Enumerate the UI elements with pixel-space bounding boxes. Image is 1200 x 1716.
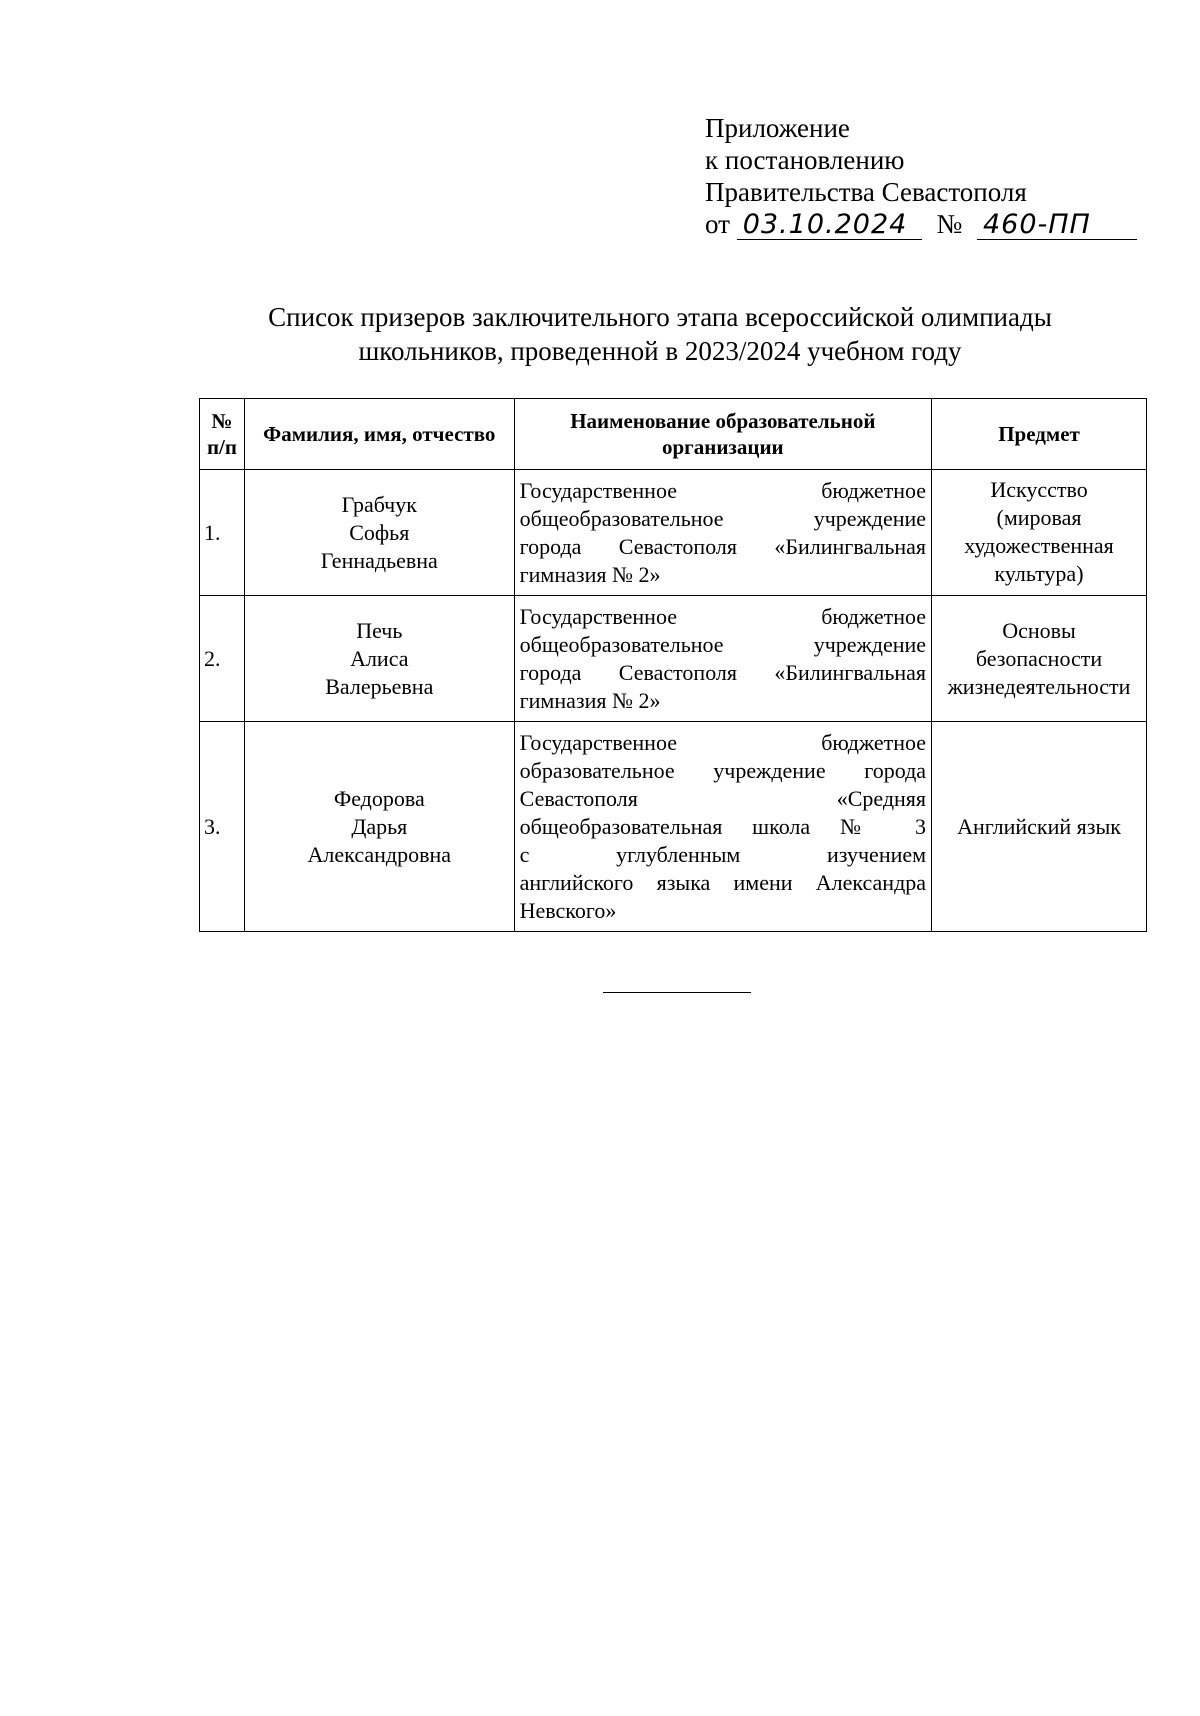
given-name: Софья: [349, 519, 410, 545]
header-number-line-1: №: [211, 409, 233, 433]
appendix-date-number-line: [705, 208, 1137, 240]
organization-line: Государственное бюджетное: [519, 603, 927, 629]
subject-line: художественная: [964, 533, 1114, 558]
header-organization: [514, 399, 931, 470]
organization-line: Севастополя «Средняя: [519, 785, 927, 811]
row-subject: [932, 470, 1147, 596]
header-organization-line-2: организации: [662, 435, 784, 459]
date-prefix: от: [705, 209, 730, 239]
surname: Федорова: [333, 785, 425, 811]
subject-line: Английский язык: [957, 813, 1121, 839]
header-fio: Фамилия, имя, отчество: [244, 399, 514, 470]
table-row: [200, 596, 1147, 722]
row-fio: [244, 470, 514, 596]
organization-line: общеобразовательное учреждение: [519, 631, 927, 657]
organization-line: Государственное бюджетное: [519, 477, 927, 503]
row-fio: [244, 596, 514, 722]
number-prefix: №: [936, 209, 963, 239]
subject-line: безопасности: [975, 645, 1103, 671]
appendix-title: Приложение: [705, 113, 850, 143]
subject-line: культура): [994, 561, 1084, 586]
subject-line: жизнедеятельности: [947, 673, 1131, 699]
organization-line: общеобразовательное учреждение: [519, 505, 927, 531]
row-subject: [932, 722, 1147, 932]
title-line-2: школьников, проведенной в 2023/2024 учебном году: [358, 336, 962, 366]
handwritten-number: 460-ПП: [977, 211, 1137, 240]
organization-line: города Севастополя «Билингвальная: [519, 659, 927, 685]
row-organization: [514, 722, 931, 932]
table-row: [200, 722, 1147, 932]
organization-line: гимназия № 2»: [519, 561, 661, 587]
row-organization: [514, 470, 931, 596]
row-fio: [244, 722, 514, 932]
row-organization: [514, 596, 931, 722]
title-line-1: Список призеров заключительного этапа всероссийской олимпиады: [268, 302, 1052, 332]
document-title: [190, 300, 1130, 368]
header-subject: Предмет: [932, 399, 1147, 470]
subject-line: Искусство: [990, 477, 1088, 502]
organization-line: общеобразовательная школа № 3: [519, 813, 927, 839]
surname: Грабчук: [341, 491, 417, 517]
subject-line: (мировая: [996, 505, 1082, 530]
patronymic: Александровна: [307, 841, 452, 867]
row-subject: [932, 596, 1147, 722]
header-organization-line-1: Наименование образовательной: [570, 409, 876, 433]
patronymic: Геннадьевна: [320, 547, 438, 573]
organization-line: Невского»: [519, 897, 617, 923]
organization-line: города Севастополя «Билингвальная: [519, 533, 927, 559]
handwritten-date: 03.10.2024: [737, 211, 922, 240]
patronymic: Валерьевна: [325, 673, 434, 699]
appendix-resolution-line: к постановлению: [705, 145, 905, 175]
organization-line: с углубленным изучением: [519, 841, 927, 867]
end-rule-divider: [603, 992, 751, 993]
organization-line: Государственное бюджетное: [519, 729, 927, 755]
table-header-row: [200, 399, 1147, 470]
organization-line: английского языка имени Александра: [519, 869, 927, 895]
surname: Печь: [356, 617, 403, 643]
given-name: Дарья: [351, 813, 408, 839]
header-number: [200, 399, 245, 470]
header-number-line-2: п/п: [206, 435, 237, 459]
prizewinners-table: [199, 398, 1147, 932]
given-name: Алиса: [350, 645, 409, 671]
table-row: [200, 470, 1147, 596]
organization-line: гимназия № 2»: [519, 687, 661, 713]
appendix-block: [705, 112, 1137, 240]
row-number: 1.: [200, 470, 245, 596]
subject-line: Основы: [1002, 617, 1076, 643]
appendix-government-line: Правительства Севастополя: [705, 177, 1027, 207]
row-number: 2.: [200, 596, 245, 722]
row-number: 3.: [200, 722, 245, 932]
organization-line: образовательное учреждение города: [519, 757, 927, 783]
